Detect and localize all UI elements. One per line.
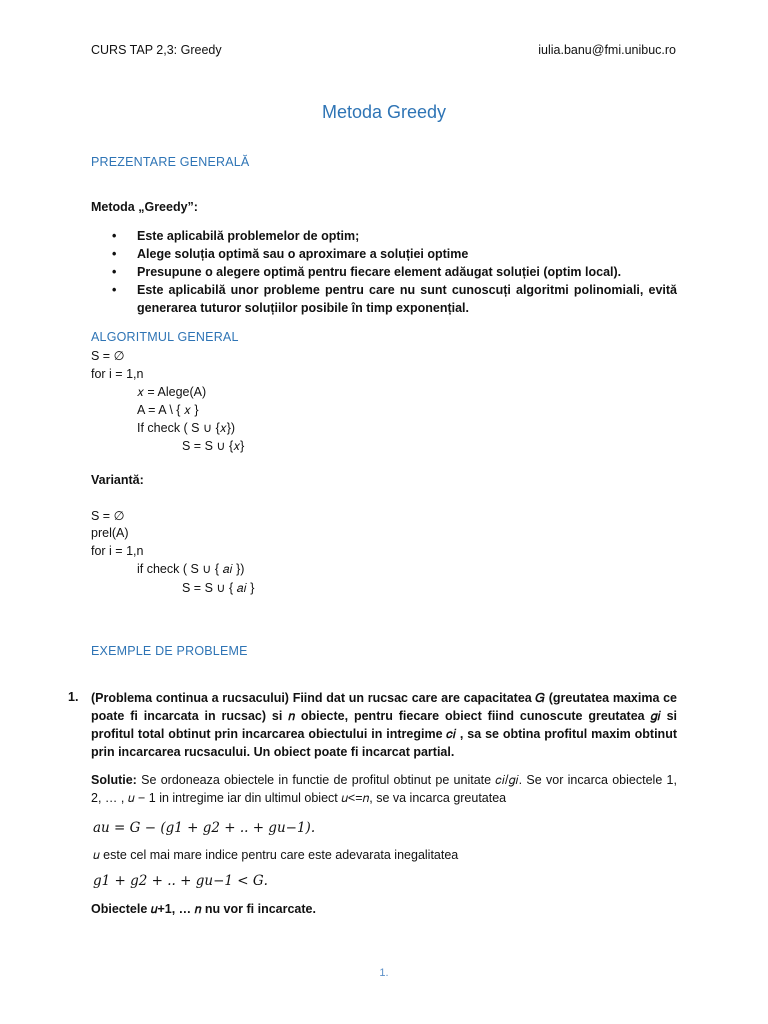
document-title: Metoda Greedy (321, 102, 447, 122)
code-line: 𝑥 = Alege(A) (137, 385, 207, 399)
problem-statement (91, 689, 677, 761)
code-line: S = ∅ (91, 349, 125, 363)
list-item: • Alege soluția optimă sau o aproximare a soluției optime (112, 247, 469, 261)
code-line: S = S ∪ {𝑥} (182, 439, 245, 453)
code-line: S = ∅ (91, 509, 125, 523)
code-line: prel(A) (91, 526, 129, 540)
bullet-icon: • (112, 265, 117, 279)
u-definition: 𝑢 este cel mai mare indice pentru care este adevarata inegalitatea (93, 848, 459, 862)
header-course-title: CURS TAP 2,3: Greedy (91, 43, 222, 57)
bullet-icon: • (112, 283, 117, 297)
solution-text: Se ordoneaza obiectele in functie de profitul obtinut pe unitate 𝑐𝑖/𝑔𝑖. Se vor incarca obiectele 1, 2, … , 𝑢 − 1 in intregime iar din ultimul obiect 𝑢<=𝑛, se va incarca greutatea (91, 773, 677, 805)
header-email: iulia.banu@fmi.unibuc.ro (538, 43, 676, 57)
solution-paragraph (91, 771, 677, 807)
problem-text: Fiind dat un rucsac care are capacitatea 𝐺 (greutatea maxima ce poate fi incarcata in rucsac) si 𝑛 obiecte, pentru fiecare obiect fiind cunoscute greutatea 𝑔𝑖 si profitul total obtinut prin incarcarea obiectului in intregime 𝑐𝑖 , sa se obtina profitul maxim obtinut prin incarcarea rucsacului. Un obiect poate fi incarcat partial. (91, 691, 678, 759)
section-heading-algorithm: ALGORITMUL GENERAL (91, 330, 239, 344)
code-line: for i = 1,n (91, 367, 144, 381)
section-heading-overview: PREZENTARE GENERALĂ (91, 155, 250, 169)
list-item: • Este aplicabilă problemelor de optim; (112, 229, 360, 243)
code-line: If check ( S ∪ {𝑥}) (137, 421, 236, 435)
bullet-icon: • (112, 247, 117, 261)
solution-label: Solutie: (91, 773, 137, 787)
list-item: • Este aplicabilă unor probleme pentru care nu sunt cunoscuți algoritmi polinomiali, evită generarea tuturor soluțiilor posibile în timp exponențial. (112, 283, 677, 315)
list-item: • Presupune o alegere optimă pentru fiecare element adăugat soluției (optim local). (112, 265, 622, 279)
code-line: if check ( S ∪ { 𝑎𝑖 }) (137, 562, 245, 576)
final-note: Obiectele 𝑢+1, … 𝑛 nu vor fi incarcate. (91, 902, 316, 916)
code-line: A = A \ { 𝑥 } (137, 403, 199, 417)
code-line: S = S ∪ { 𝑎𝑖 } (182, 581, 255, 595)
problem-number: 1. (68, 690, 79, 704)
greedy-intro: Metoda „Greedy”: (91, 200, 198, 214)
problem-title: (Problema continua a rucsacului) (91, 691, 289, 705)
bullet-icon: • (112, 229, 117, 243)
bullet-list (112, 227, 677, 317)
section-heading-examples: EXEMPLE DE PROBLEME (91, 644, 248, 658)
code-line: for i = 1,n (91, 544, 144, 558)
variant-label: Variantă: (91, 473, 144, 487)
page-number: 1. (379, 967, 389, 979)
formula-au: 𝑎𝑢 = 𝐺 − (𝑔1 + 𝑔2 + .. + 𝑔𝑢−1). (93, 820, 316, 836)
formula-inequality: 𝑔1 + 𝑔2 + .. + 𝑔𝑢−1 < 𝐺. (93, 873, 268, 889)
